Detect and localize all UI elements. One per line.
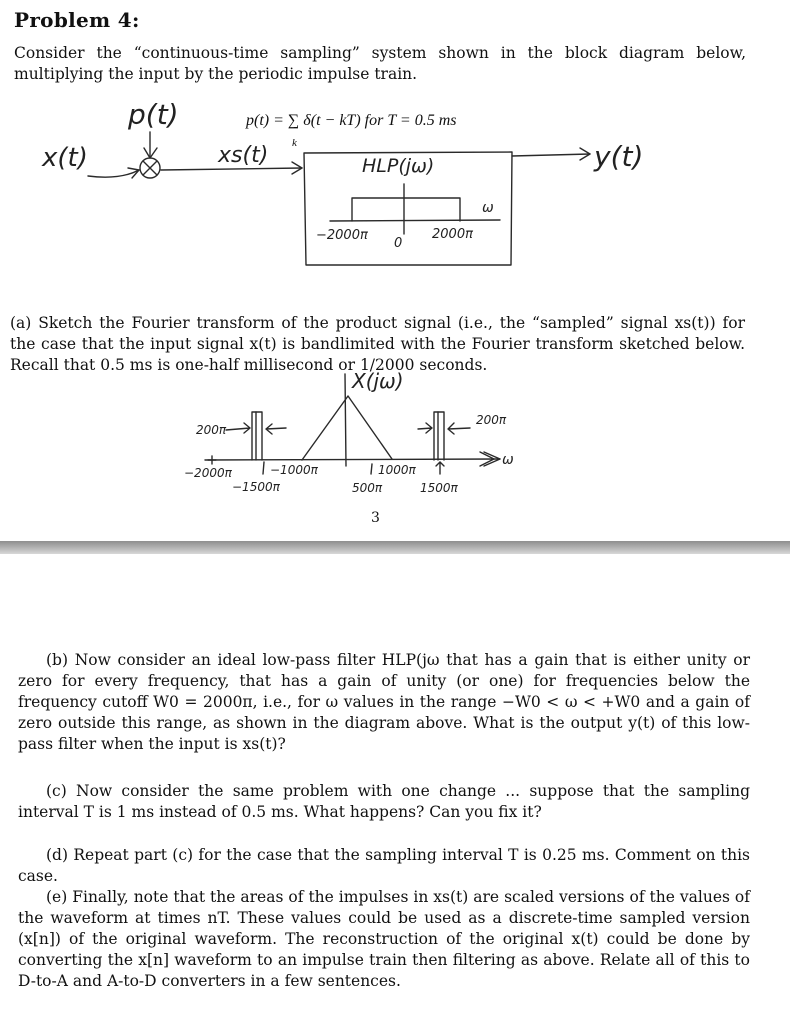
input-arrow-line <box>88 170 139 177</box>
sum-index: k <box>292 137 297 149</box>
spectrum-sketch <box>0 366 790 506</box>
tick-neg-1500-label: −1500π <box>232 480 280 494</box>
tick-500-label: 500π <box>352 481 383 495</box>
filter-axis-label: ω <box>482 200 494 216</box>
left-width-arrow-right <box>266 424 286 434</box>
impulse-train-formula: p(t) = ∑ δ(t − kT) for T = 0.5 ms <box>246 112 457 129</box>
filter-axis <box>330 220 500 221</box>
impulse-train-label: p(t) <box>128 98 179 131</box>
part-e-text: (e) Finally, note that the areas of the impulses in xs(t) are scaled versions of the values of the waveform at times nT. These values could be used as a discrete-time sampled version (x[n]) of the original waveform. The reconstruction of the original x(t) could be done by converting the x[n] waveform to an impulse train then filtering as above. Relate all of this to D-to-A and A-to-D converters in a few sentences. <box>18 888 750 990</box>
right-width-arrow-left <box>418 423 432 433</box>
spectrum-triangle <box>302 396 392 460</box>
tick-neg-2000-mark <box>208 456 216 464</box>
sampled-arrow-line <box>161 168 302 170</box>
tick-1000-label: 1000π <box>378 463 416 477</box>
output-label: y(t) <box>594 140 644 173</box>
input-label: x(t) <box>42 143 88 173</box>
tick-500-mark <box>371 464 372 474</box>
tick-neg-1500-mark <box>263 462 264 474</box>
filter-origin: 0 <box>394 236 403 251</box>
output-arrow-line <box>512 154 590 156</box>
right-width-arrow <box>448 423 470 434</box>
filter-label: HLP(jω) <box>362 155 435 177</box>
sampled-label: xs(t) <box>218 143 269 168</box>
tick-neg-1000-label: −1000π <box>270 463 318 477</box>
part-c-text: (c) Now consider the same problem with one change ... suppose that the sampling interval T is 1 ms instead of 0.5 ms. What happens? Can you fix it? <box>18 782 750 821</box>
page-number: 3 <box>371 510 380 526</box>
left-band-rect <box>252 412 262 460</box>
problem-intro: Consider the “continuous-time sampling” system shown in the block diagram below, multiplying the input by the periodic impulse train. <box>14 44 746 83</box>
block-diagram <box>0 88 790 303</box>
right-band-rect <box>434 412 444 460</box>
left-width-label: 200π <box>196 423 227 437</box>
multiplier-x-icon <box>143 161 157 175</box>
spectrum-vertical-axis <box>345 374 346 466</box>
left-width-arrow <box>226 423 250 433</box>
tick-neg-2000-label: −2000π <box>184 466 232 480</box>
part-a-text: (a) Sketch the Fourier transform of the product signal (i.e., the “sampled” signal xs(t)) for the case that the input signal x(t) is bandlimited with the Fourier transform sketched below. Recall that 0.5 ms is one-half millisecond or 1/2000 seconds. <box>10 314 745 374</box>
spectrum-title: X(jω) <box>352 369 404 393</box>
right-width-label: 200π <box>476 413 507 427</box>
tick-1500-mark <box>436 462 444 474</box>
filter-passband-rect <box>352 198 460 221</box>
filter-cutoff-pos: 2000π <box>432 227 473 242</box>
tick-1500-label: 1500π <box>420 481 458 495</box>
spectrum-horizontal-axis <box>205 459 500 460</box>
part-b-text: (b) Now consider an ideal low-pass filter HLP(jω that has a gain that is either unity or zero for every frequency, that has a gain of unity (or one) for frequencies below the frequency cutoff W0 = 2000π, i.e., for ω values in the range −W0 < ω < +W0 and a gain of zero outside this range, as shown in the diagram above. What is the output y(t) of this low-pass filter when the input is xs(t)? <box>18 651 750 753</box>
problem-title: Problem 4: <box>14 8 140 32</box>
filter-cutoff-neg: −2000π <box>316 228 368 243</box>
page-divider <box>0 541 790 554</box>
part-d-text: (d) Repeat part (c) for the case that the sampling interval T is 0.25 ms. Comment on this case. <box>18 846 750 885</box>
spectrum-axis-label: ω <box>502 452 514 468</box>
